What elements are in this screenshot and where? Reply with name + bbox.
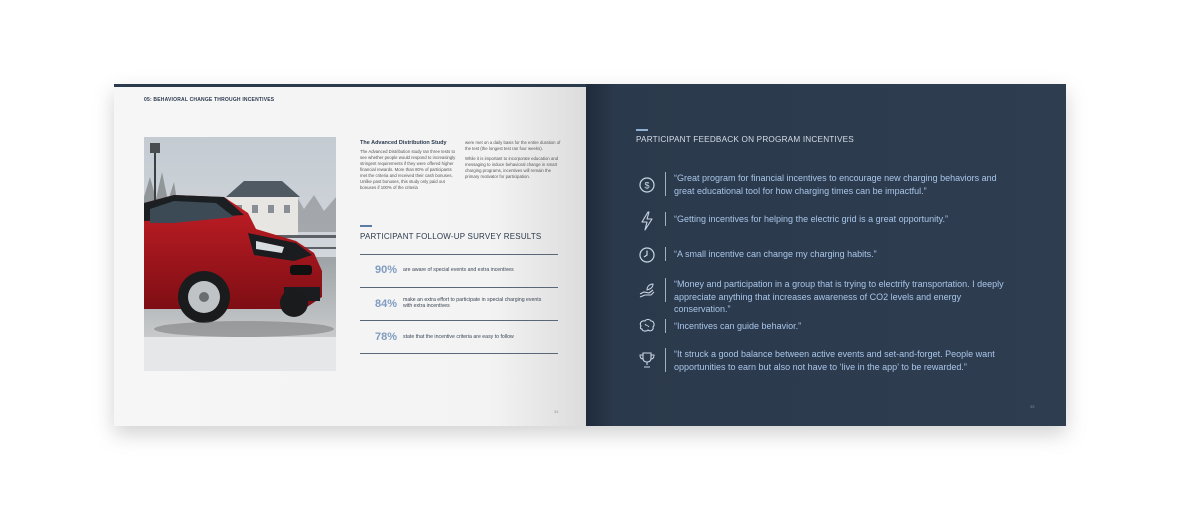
car-photo <box>144 137 336 371</box>
feedback-divider <box>665 278 666 302</box>
brain-icon <box>638 317 658 337</box>
clock-icon <box>638 246 658 266</box>
feedback-quote: “It struck a good balance between active events and set-and-forget. People want opportunities to earn but also not have to ‘live in the app’ to be rewarded.” <box>674 349 995 372</box>
feedback-quote: “Getting incentives for helping the electric grid is a great opportunity.” <box>674 214 948 224</box>
feedback-divider <box>665 348 666 372</box>
study-text-col2-p1: were met on a daily basis for the entire duration of the test (the longest test ran four weeks). <box>465 140 561 151</box>
hand-with-leaf-icon <box>638 281 658 301</box>
survey-row <box>360 254 558 285</box>
feedback-divider <box>665 172 666 196</box>
feedback-divider <box>665 247 666 261</box>
dollar-coin-icon <box>638 176 658 196</box>
feedback-quote: “Great program for financial incentives to encourage new charging behaviors and great educational tool for how charging times can be impactful.” <box>674 173 997 196</box>
feedback-quote: “Incentives can guide behavior.” <box>674 321 802 331</box>
feedback-divider <box>665 319 666 333</box>
right-page <box>586 84 1066 426</box>
survey-row <box>360 287 558 318</box>
survey-title: PARTICIPANT FOLLOW-UP SURVEY RESULTS <box>360 232 542 241</box>
survey-description: are aware of special events and extra incentives <box>403 267 514 273</box>
study-title: The Advanced Distribution Study <box>360 140 447 146</box>
lightning-bolt-icon <box>638 211 658 231</box>
page-number-left: 34 <box>554 409 559 414</box>
survey-accent-line <box>360 225 372 227</box>
survey-percent: 90% <box>375 264 398 276</box>
study-text-col2-p2: While it is important to incorporate education and messaging to induce behavioral change in smart charging programs, incentives will remain the primary motivator for participation. <box>465 156 559 179</box>
page-number-right: 35 <box>1030 404 1035 409</box>
feedback-accent-line <box>636 129 648 131</box>
feedback-divider <box>665 212 666 226</box>
survey-description: state that the incentive criteria are easy to follow <box>403 334 514 340</box>
feedback-quote: “Money and participation in a group that is trying to electrify transportation. I deeply appreciate anything that increases awareness of CO2 levels and energy conservation.” <box>674 279 1004 314</box>
study-text-col2 <box>465 140 561 184</box>
brochure-spread <box>114 84 1066 426</box>
left-page <box>114 84 586 426</box>
feedback-quote: “A small incentive can change my charging habits.” <box>674 249 877 259</box>
survey-percent: 78% <box>375 331 398 343</box>
survey-description: make an extra effort to participate in special charging events with extra incentives <box>403 297 542 309</box>
svg-text:$: $ <box>644 180 650 191</box>
survey-percent: 84% <box>375 298 398 310</box>
trophy-icon <box>638 351 658 371</box>
survey-end-line <box>360 353 558 354</box>
survey-row <box>360 320 558 351</box>
study-text-col1: The Advanced Distribution study ran three tests to see whether people would respond to increasingly stringent requirements if they were offered higher financial rewards. More than 80% of participants met the criteria and received their cash bonuses. Unlike past bonuses, this study only paid out bonuses if 100% of the criteria <box>360 149 456 190</box>
feedback-title: PARTICIPANT FEEDBACK ON PROGRAM INCENTIVES <box>636 135 854 144</box>
section-title: 05: BEHAVIORAL CHANGE THROUGH INCENTIVES <box>144 97 275 103</box>
